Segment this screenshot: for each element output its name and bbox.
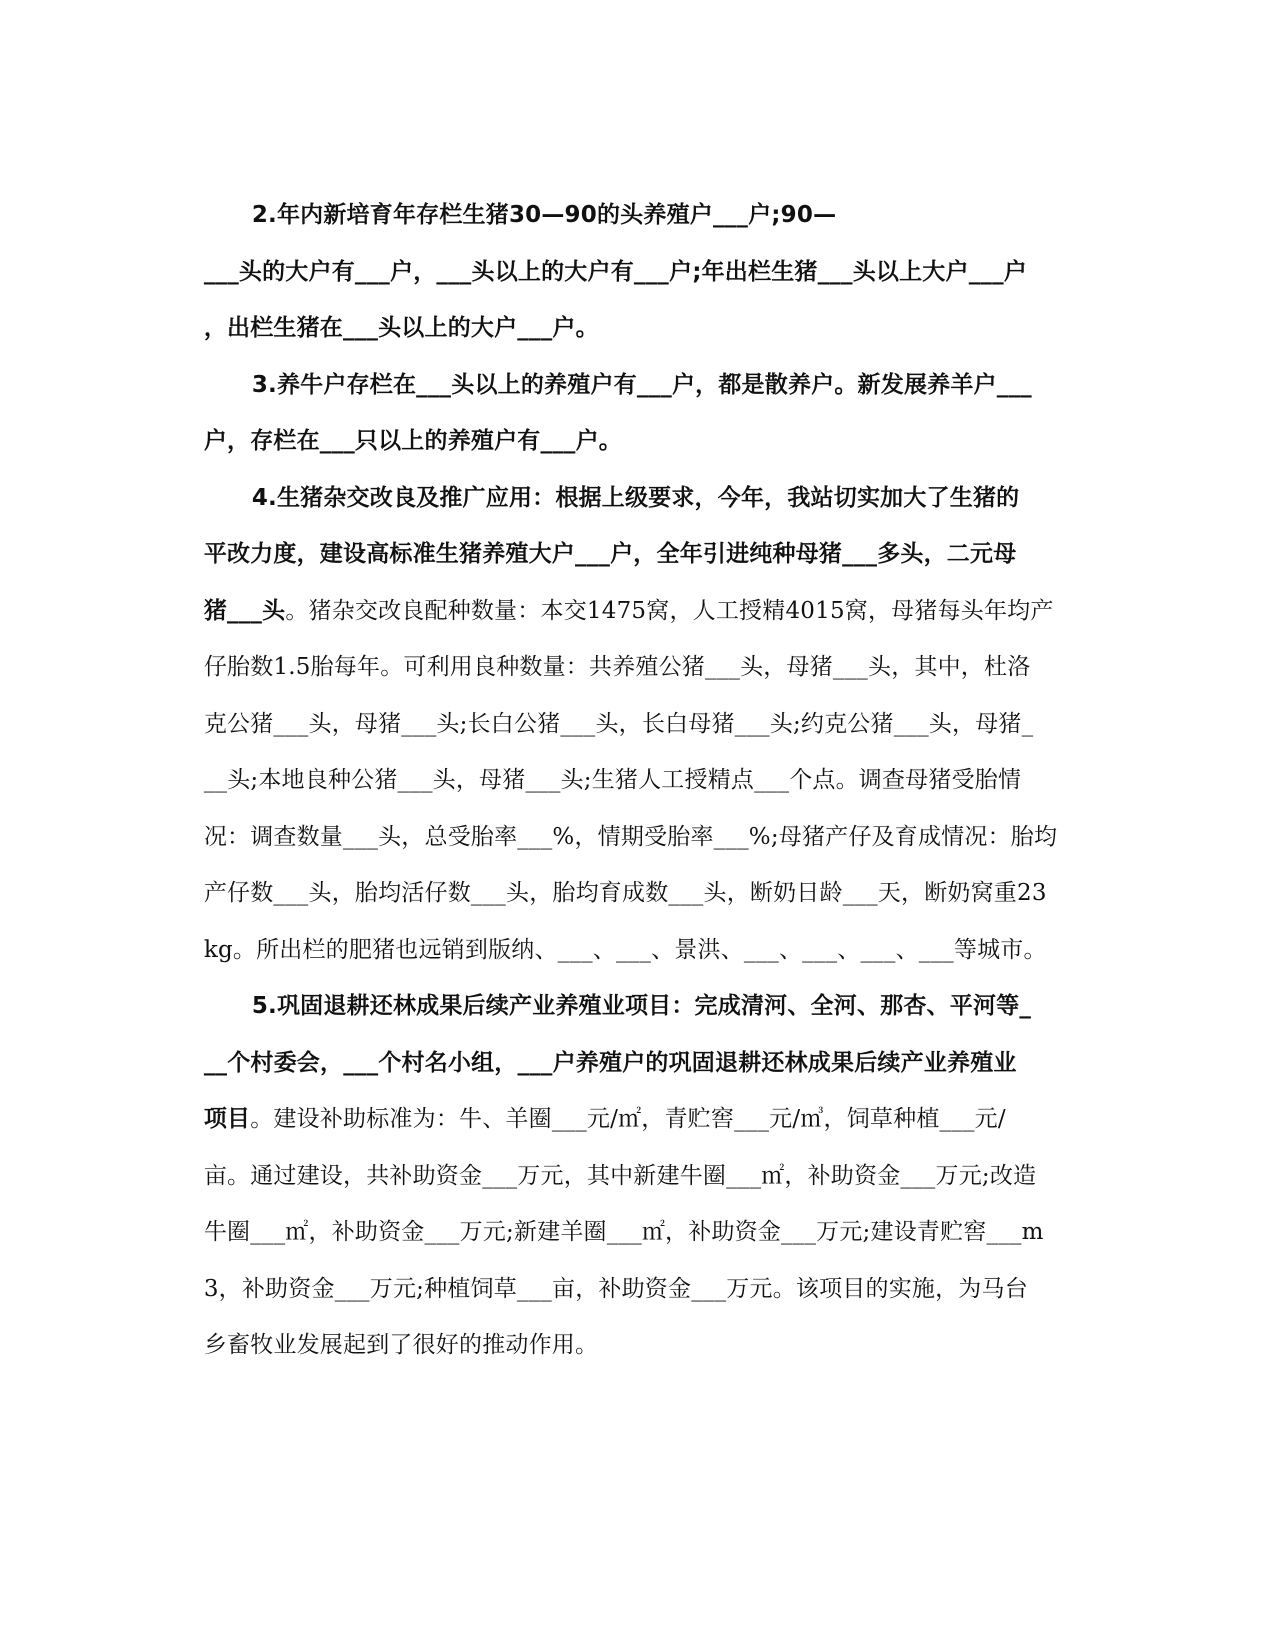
text-run: ，出栏生猪在___头以上的大户___户。 [203,315,599,341]
text-run: 3.养牛户存栏在___头以上的养殖户有___户，都是散养户。新发展养羊户___ [251,372,1032,398]
text-run: __个村委会，___个村名小组，___户养殖户的巩固退耕还林成果后续产业养殖业 [203,1050,1017,1076]
text-run: ___头的大户有___户，___头以上的大户有___户;年出栏生猪___头以上大户___户 [203,259,1028,285]
text-run: 5.巩固退耕还林成果后续产业养殖业项目：完成清河、全河、那杏、平河等_ [251,993,1032,1019]
text-run: 2.年内新培育年存栏生猪30—90的头养殖户___户;90— [251,202,837,228]
text-line [180,1300,598,1390]
text-run: 亩。通过建设，共补助资金___万元，其中新建牛圈___㎡，补助资金___万元;改造 [203,1163,1037,1189]
text-run: 。猪杂交改良配种数量：本交1475窝，人工授精4015窝，母猪每头年均产 [285,598,1054,624]
text-run: 平改力度，建设高标准生猪养殖大户___户，全年引进纯种母猪___多头，二元母 [203,541,1017,567]
text-run: 3，补助资金___万元;种植饲草___亩，补助资金___万元。该项目的实施，为马台 [203,1276,1028,1302]
text-run: 猪___头 [203,598,286,624]
text-run: 克公猪___头，母猪___头;长白公猪___头，长白母猪___头;约克公猪___头，母猪_ [203,711,1034,737]
text-run: 况：调查数量___头，总受胎率___%，情期受胎率___%;母猪产仔及育成情况：胎均 [203,824,1058,850]
text-run: 乡畜牧业发展起到了很好的推动作用。 [203,1332,599,1358]
text-run: 产仔数___头，胎均活仔数___头，胎均育成数___头，断奶日龄___天，断奶窝重23 [203,880,1047,906]
text-run: __头;本地良种公猪___头，母猪___头;生猪人工授精点___个点。调查母猪受胎情 [203,767,1022,793]
text-run: kg。所出栏的肥猪也远销到版纳、___、___、景洪、___、___、___、___等城市。 [203,937,1047,963]
text-run: 项目 [203,1106,251,1132]
text-run: 。建设补助标准为：牛、羊圈___元/㎡，青贮窖___元/㎥，饲草种植___元/ [250,1106,1006,1132]
text-run: 户，存栏在___只以上的养殖户有___户。 [203,428,623,454]
text-run: 牛圈___㎡，补助资金___万元;新建羊圈___㎡，补助资金___万元;建设青贮窖___m [203,1219,1044,1245]
text-run: 4.生猪杂交改良及推广应用：根据上级要求，今年，我站切实加大了生猪的 [251,485,1020,511]
text-run: 仔胎数1.5胎每年。可利用良种数量：共养殖公猪___头，母猪___头，其中，杜洛 [203,654,1031,680]
